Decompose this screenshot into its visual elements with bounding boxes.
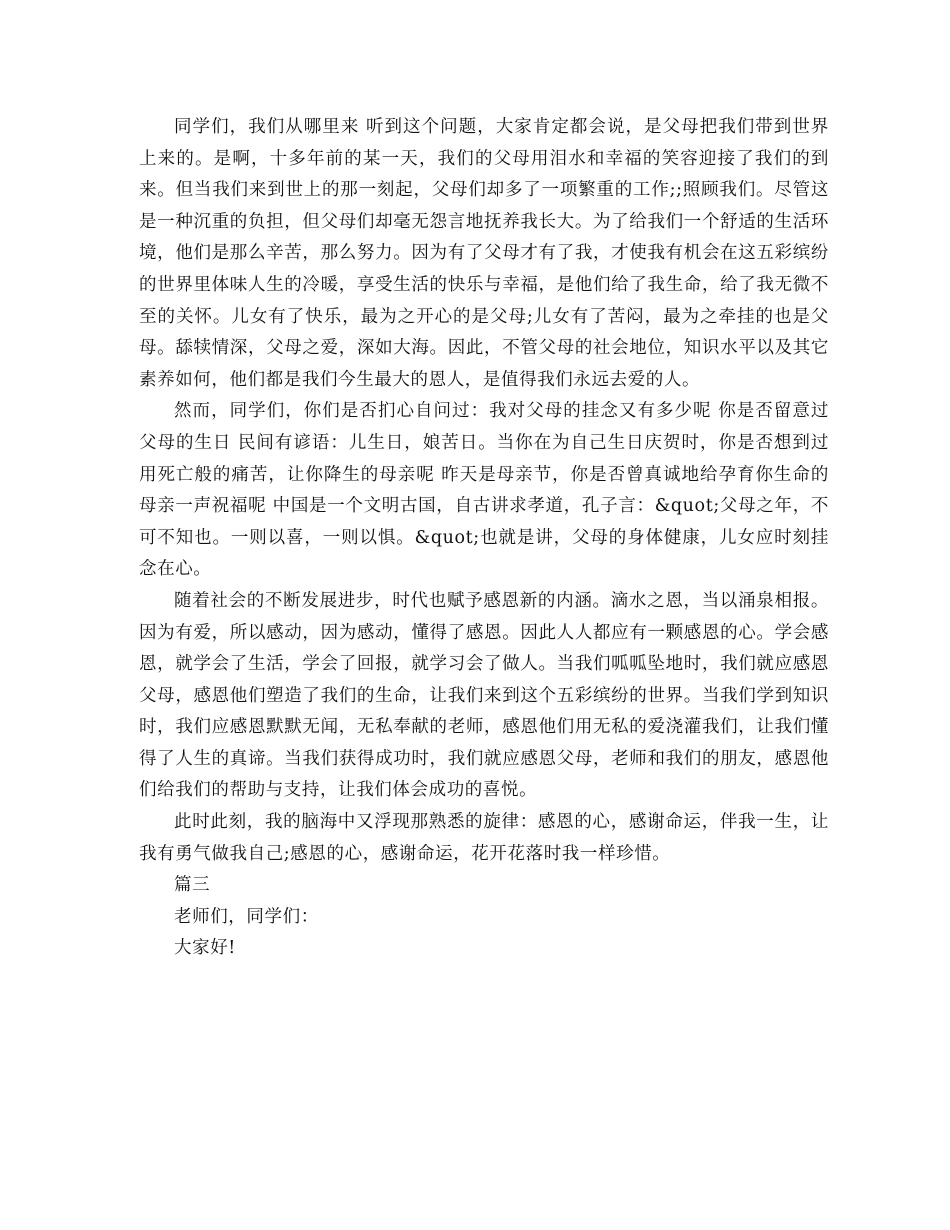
document-page: [139, 112, 829, 965]
paragraph-4: 此时此刻，我的脑海中又浮现那熟悉的旋律：感恩的心，感谢命运，伴我一生，让我有勇气做我自己;感恩的心，感谢命运，花开花落时我一样珍惜。: [139, 812, 829, 864]
paragraph-3: 随着社会的不断发展进步，时代也赋予感恩新的内涵。滴水之恩，当以涌泉相报。因为有爱，所以感动，因为感动，懂得了感恩。因此人人都应有一颗感恩的心。学会感恩，就学会了生活，学会了回报，就学习会了做人。当我们呱呱坠地时，我们就应感恩父母，感恩他们塑造了我们的生命，让我们来到这个五彩缤纷的世界。当我们学到知识时，我们应感恩默默无闻，无私奉献的老师，感恩他们用无私的爱浇灌我们，让我们懂得了人生的真谛。当我们获得成功时，我们就应感恩父母，老师和我们的朋友，感恩他们给我们的帮助与支持，让我们体会成功的喜悦。: [139, 590, 829, 801]
paragraph-2: 然而，同学们，你们是否扪心自问过：我对父母的挂念又有多少呢 你是否留意过父母的生日 民间有谚语：儿生日，娘苦日。当你在为自己生日庆贺时，你是否想到过用死亡般的痛苦，让你降生的母亲呢 昨天是母亲节，你是否曾真诚地给孕育你生命的母亲一声祝福呢 中国是一个文明古国，自古讲求孝道，孔子言：&quot;父母之年，不可不知也。一则以喜，一则以惧。&quot;也就是讲，父母的身体健康，儿女应时刻挂念在心。: [139, 401, 829, 580]
salutation: 老师们，同学们：: [174, 906, 319, 927]
paragraph-1: 同学们，我们从哪里来 听到这个问题，大家肯定都会说，是父母把我们带到世界上来的。是啊，十多年前的某一天，我们的父母用泪水和幸福的笑容迎接了我们的到来。但当我们来到世上的那一刻起，父母们却多了一项繁重的工作;;照顾我们。尽管这是一种沉重的负担，但父母们却毫无怨言地抚养我长大。为了给我们一个舒适的生活环境，他们是那么辛苦，那么努力。因为有了父母才有了我，才使我有机会在这五彩缤纷的世界里体味人生的冷暖，享受生活的快乐与幸福，是他们给了我生命，给了我无微不至的关怀。儿女有了快乐，最为之开心的是父母;儿女有了苦闷，最为之牵挂的也是父母。舔犊情深，父母之爱，深如大海。因此，不管父母的社会地位，知识水平以及其它素养如何，他们都是我们今生最大的恩人，是值得我们永远去爱的人。: [139, 117, 829, 390]
greeting: 大家好!: [174, 938, 236, 959]
section-heading: 篇三: [174, 875, 211, 896]
